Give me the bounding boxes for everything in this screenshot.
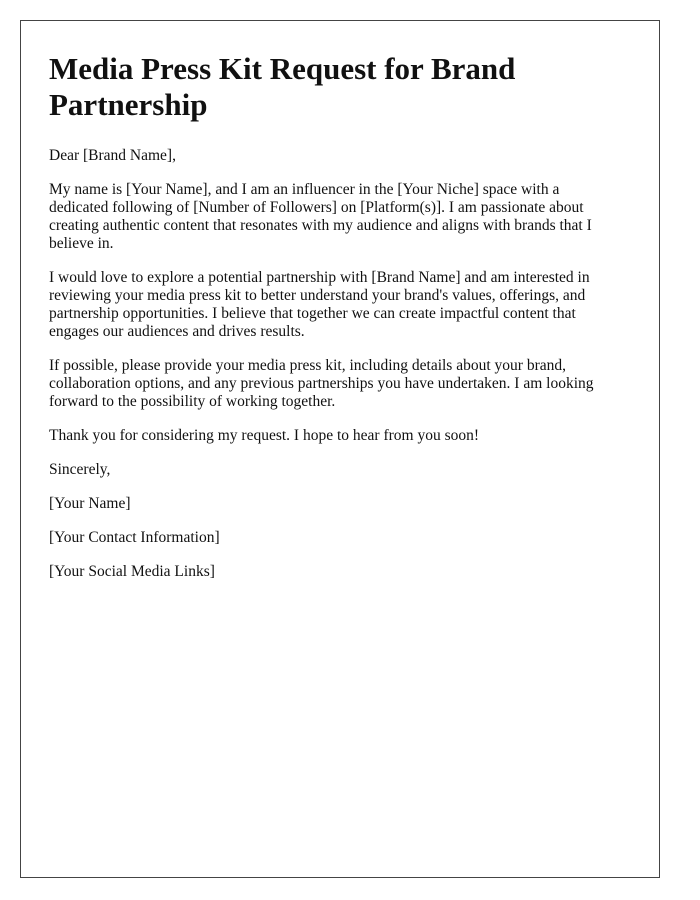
letter-content	[49, 51, 617, 597]
body-paragraph-4: Thank you for considering my request. I hope to hear from you soon!	[49, 427, 480, 444]
salutation: Dear [Brand Name],	[49, 147, 176, 164]
closing: Sincerely,	[49, 461, 111, 478]
body-paragraph-2: I would love to explore a potential partnership with [Brand Name] and am interested in reviewing your media press kit to better understand your brand's values, offerings, and partnership opportunities. I believe that together we can create impactful content that engages our audiences and drives results.	[49, 269, 590, 340]
letter-page	[20, 20, 660, 878]
body-paragraph-1: My name is [Your Name], and I am an influencer in the [Your Niche] space with a dedicated following of [Number of Followers] on [Platform(s)]. I am passionate about creating authentic content that resonates with my audience and aligns with brands that I believe in.	[49, 181, 592, 252]
signature-contact: [Your Contact Information]	[49, 529, 220, 546]
signature-name: [Your Name]	[49, 495, 131, 512]
letter-title: Media Press Kit Request for Brand Partnership	[49, 51, 516, 122]
body-paragraph-3: If possible, please provide your media press kit, including details about your brand, collaboration options, and any previous partnerships you have undertaken. I am looking forward to the possibility of working together.	[49, 357, 594, 410]
signature-social: [Your Social Media Links]	[49, 563, 215, 580]
